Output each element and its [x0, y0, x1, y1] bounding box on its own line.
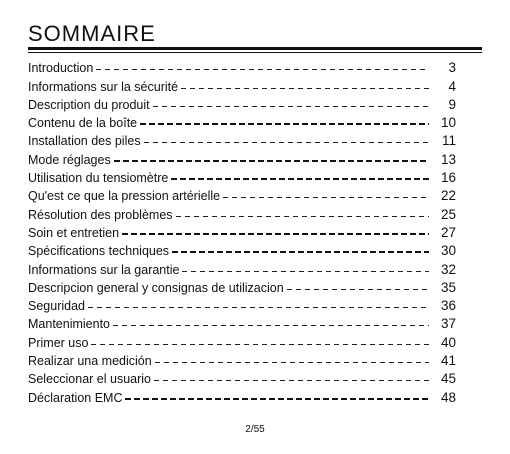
toc-entry[interactable]: [28, 368, 456, 386]
page-title: SOMMAIRE: [28, 21, 156, 46]
table-of-contents: [28, 57, 456, 405]
toc-entry-label: Résolution des problèmes: [28, 207, 173, 222]
toc-entry-label: Utilisation du tensiomètre: [28, 171, 169, 186]
page-number: 2/55: [245, 424, 265, 435]
toc-dot-leader: [122, 228, 429, 238]
toc-entry-label: Informations sur la sécurité: [28, 79, 179, 94]
toc-entry-page-number: 10: [440, 115, 456, 131]
toc-dot-leader: [155, 356, 429, 366]
toc-dot-leader: [114, 155, 429, 165]
toc-entry-page-number: 45: [440, 371, 456, 387]
toc-dot-leader: [140, 118, 429, 128]
toc-entry[interactable]: [28, 295, 456, 313]
toc-entry-label: Contenu de la boîte: [28, 116, 138, 131]
toc-dot-leader: [171, 173, 429, 183]
toc-entry[interactable]: [28, 258, 456, 276]
toc-entry[interactable]: [28, 94, 456, 112]
toc-dot-leader: [182, 265, 429, 275]
toc-entry-label: Soin et entretien: [28, 225, 120, 240]
toc-entry[interactable]: [28, 75, 456, 93]
toc-entry-page-number: 13: [440, 151, 456, 167]
toc-entry[interactable]: [28, 386, 456, 404]
toc-entry-label: Descripcion general y consignas de utilizacion: [28, 280, 284, 295]
toc-entry[interactable]: [28, 350, 456, 368]
toc-entry[interactable]: [28, 277, 456, 295]
toc-entry-label: Spécifications techniques: [28, 244, 170, 259]
toc-entry-page-number: 25: [440, 206, 456, 222]
toc-entry-label: Seleccionar el usuario: [28, 372, 151, 387]
toc-entry[interactable]: [28, 313, 456, 331]
toc-entry[interactable]: [28, 240, 456, 258]
toc-entry-page-number: 4: [448, 78, 456, 94]
toc-entry-label: Seguridad: [28, 299, 85, 314]
toc-dot-leader: [172, 246, 429, 256]
toc-dot-leader: [154, 374, 429, 384]
toc-entry-label: Mantenimiento: [28, 317, 110, 332]
toc-entry-label: Introduction: [28, 61, 94, 76]
toc-dot-leader: [96, 63, 429, 73]
toc-entry-label: Informations sur la garantie: [28, 262, 180, 277]
toc-dot-leader: [91, 338, 429, 348]
toc-dot-leader: [125, 393, 429, 403]
toc-dot-leader: [153, 100, 429, 110]
toc-entry-label: Déclaration EMC: [28, 390, 123, 405]
title-rule-thick: [28, 47, 482, 50]
toc-dot-leader: [223, 191, 429, 201]
toc-entry-page-number: 11: [441, 133, 456, 149]
toc-entry[interactable]: [28, 203, 456, 221]
toc-entry[interactable]: [28, 130, 456, 148]
toc-entry[interactable]: [28, 222, 456, 240]
toc-entry-label: Installation des piles: [28, 134, 141, 149]
toc-entry-label: Qu'est ce que la pression artérielle: [28, 189, 221, 204]
toc-entry-label: Primer uso: [28, 335, 89, 350]
toc-dot-leader: [113, 319, 429, 329]
toc-entry-page-number: 40: [440, 334, 456, 350]
toc-dot-leader: [144, 136, 429, 146]
toc-entry-page-number: 3: [448, 60, 456, 76]
toc-entry[interactable]: [28, 331, 456, 349]
toc-entry-page-number: 27: [440, 224, 456, 240]
toc-entry[interactable]: [28, 167, 456, 185]
toc-dot-leader: [176, 210, 429, 220]
toc-entry-label: Mode réglages: [28, 152, 111, 167]
toc-entry-page-number: 9: [448, 96, 456, 112]
toc-entry-label: Description du produit: [28, 97, 150, 112]
toc-dot-leader: [88, 301, 429, 311]
toc-entry-page-number: 32: [440, 261, 456, 277]
toc-entry-label: Realizar una medición: [28, 354, 152, 369]
toc-entry[interactable]: [28, 112, 456, 130]
title-rule-thin: [28, 52, 482, 53]
toc-entry[interactable]: [28, 57, 456, 75]
toc-entry-page-number: 36: [440, 298, 456, 314]
toc-entry-page-number: 41: [440, 353, 456, 369]
toc-entry-page-number: 16: [440, 170, 456, 186]
toc-entry-page-number: 30: [440, 243, 456, 259]
toc-entry[interactable]: [28, 148, 456, 166]
toc-dot-leader: [181, 82, 429, 92]
toc-entry-page-number: 22: [440, 188, 456, 204]
toc-dot-leader: [287, 283, 429, 293]
toc-entry-page-number: 35: [440, 279, 456, 295]
toc-entry-page-number: 48: [440, 389, 456, 405]
toc-entry[interactable]: [28, 185, 456, 203]
toc-entry-page-number: 37: [440, 316, 456, 332]
